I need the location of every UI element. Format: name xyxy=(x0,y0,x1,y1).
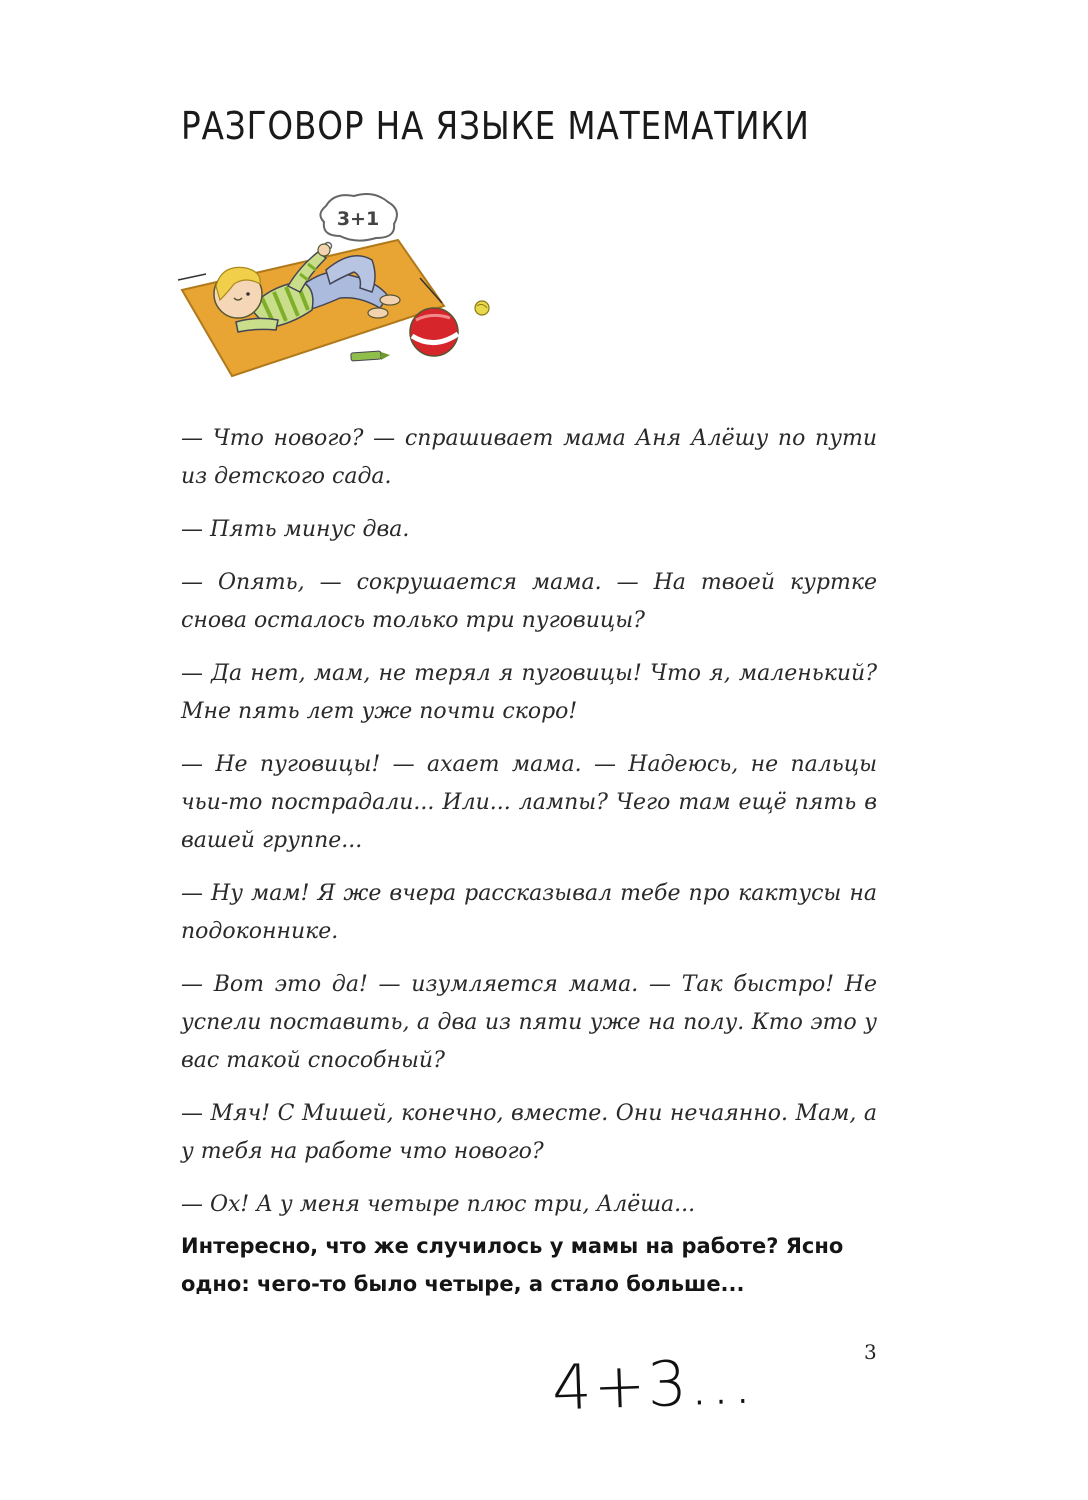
dialogue-line: — Вот это да! — изумляется мама. — Так быстро! Не успели поставить, а два из пяти уже на полу. Кто это у вас такой способный? xyxy=(181,972,877,1073)
dialogue-line: — Мяч! С Мишей, конечно, вместе. Они нечаянно. Мам, а у тебя на работе что нового? xyxy=(181,1101,877,1164)
dialogue-line: — Ну мам! Я же вчера рассказывал тебе про кактусы на подоконнике. xyxy=(181,881,877,944)
dialogue-line: — Не пуговицы! — ахает мама. — Надеюсь, не пальцы чьи-то пострадали... Или... лампы? Чего там ещё пять в вашей группе... xyxy=(181,752,877,853)
closing-question xyxy=(181,1227,901,1303)
thought-bubble-text: 3+1 xyxy=(336,208,380,230)
page-number: 3 xyxy=(864,1340,877,1364)
handwritten-equation: 4+3... xyxy=(550,1344,756,1425)
dialogue-line: — Что нового? — спрашивает мама Аня Алёшу по пути из детского сада. xyxy=(181,426,877,489)
small-toy-icon xyxy=(475,301,489,315)
dialogue-text xyxy=(181,420,877,1239)
dialogue-line: — Ох! А у меня четыре плюс три, Алёша... xyxy=(181,1192,696,1217)
ball-icon xyxy=(410,308,458,356)
dialogue-line: — Да нет, мам, не терял я пуговицы! Что я, маленький? Мне пять лет уже почти скоро! xyxy=(181,661,877,724)
dialogue-line: — Опять, — сокрушается мама. — На твоей куртке снова осталось только три пуговицы? xyxy=(181,570,877,633)
crayon-icon xyxy=(351,351,390,361)
boy-head xyxy=(214,267,262,318)
page-title: РАЗГОВОР НА ЯЗЫКЕ МАТЕМАТИКИ xyxy=(181,104,810,148)
boy-lying-on-mat-illustration xyxy=(176,188,506,388)
closing-question-text: Интересно, что же случилось у мамы на работе? Ясно одно: чего-то было четыре, а стало больше... xyxy=(181,1234,844,1296)
dialogue-line: — Пять минус два. xyxy=(181,517,410,542)
